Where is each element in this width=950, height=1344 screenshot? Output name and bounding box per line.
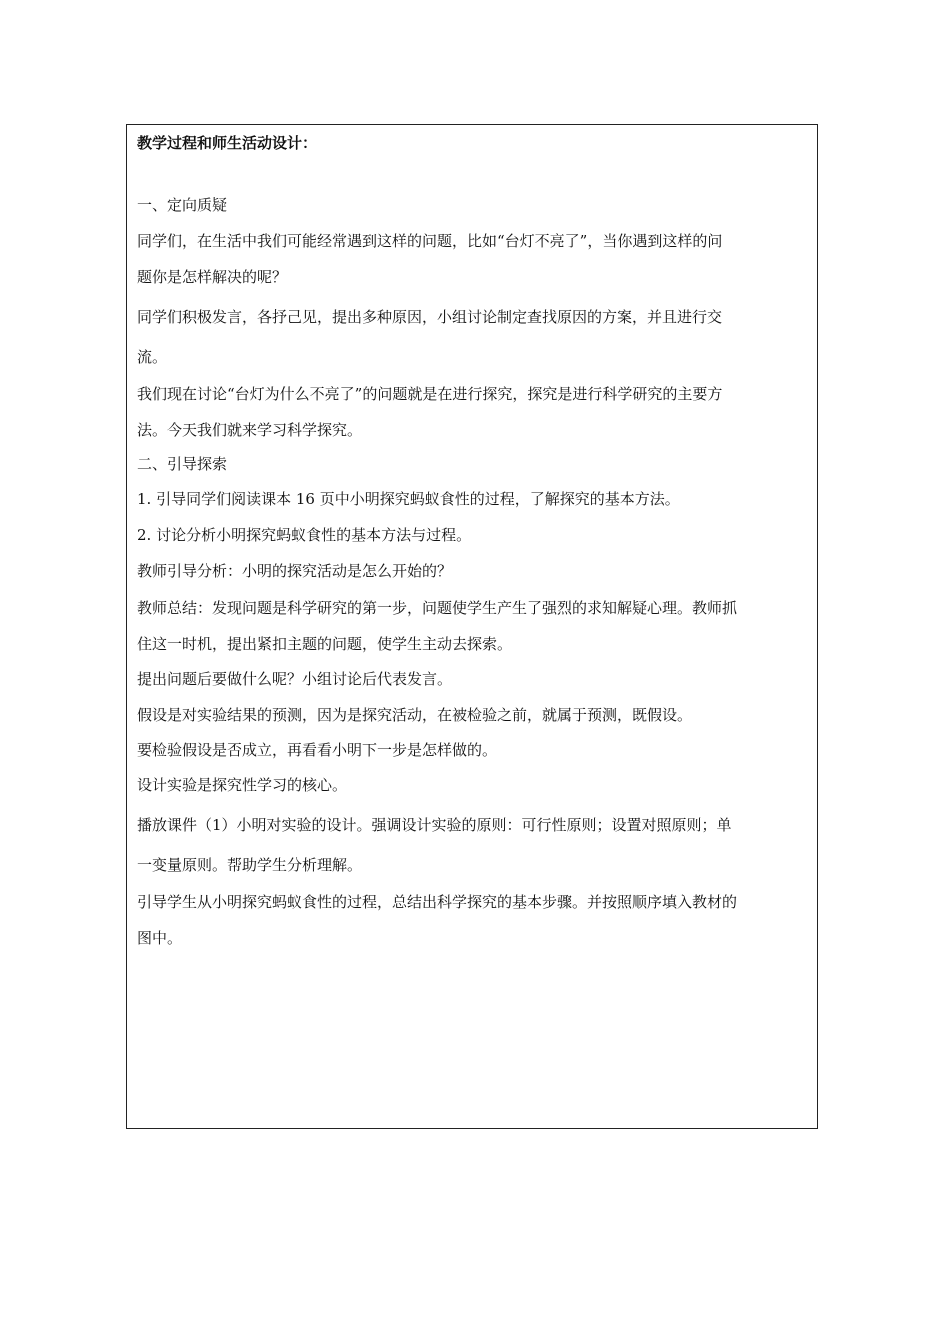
paragraph-line: 假设是对实验结果的预测，因为是探究活动，在被检验之前，就属于预测，既假设。 (137, 706, 693, 724)
paragraph-line: 一、定向质疑 (137, 196, 228, 214)
paragraph-line: 我们现在讨论“台灯为什么不亮了”的问题就是在进行探究，探究是进行科学研究的主要方 (137, 385, 723, 403)
paragraph-line: 提出问题后要做什么呢？小组讨论后代表发言。 (137, 670, 453, 688)
section-title: 教学过程和师生活动设计： (137, 134, 318, 152)
paragraph-line: 法。今天我们就来学习科学探究。 (137, 421, 363, 439)
paragraph-line: 流。 (137, 348, 168, 366)
paragraph-line: 要检验假设是否成立，再看看小明下一步是怎样做的。 (137, 741, 498, 759)
paragraph-line: 设计实验是探究性学习的核心。 (137, 776, 348, 794)
paragraph-line: 播放课件（1）小明对实验的设计。强调设计实验的原则：可行性原则；设置对照原则；单 (137, 816, 732, 834)
paragraph-line: 引导学生从小明探究蚂蚁食性的过程，总结出科学探究的基本步骤。并按照顺序填入教材的 (137, 893, 738, 911)
paragraph-line: 教师总结：发现问题是科学研究的第一步，问题使学生产生了强烈的求知解疑心理。教师抓 (137, 599, 738, 617)
paragraph-line: 同学们积极发言，各抒己见，提出多种原因，小组讨论制定查找原因的方案，并且进行交 (137, 308, 723, 326)
paragraph-line: 一变量原则。帮助学生分析理解。 (137, 856, 363, 874)
lesson-content (137, 187, 807, 955)
paragraph-line: 二、引导探索 (137, 455, 228, 473)
paragraph-line: 住这一时机，提出紧扣主题的问题，使学生主动去探索。 (137, 635, 513, 653)
paragraph-line: 同学们，在生活中我们可能经常遇到这样的问题，比如“台灯不亮了”，当你遇到这样的问 (137, 232, 723, 250)
blank-line (137, 157, 807, 187)
lesson-design-box (126, 124, 818, 1129)
paragraph-line: 2. 讨论分析小明探究蚂蚁食性的基本方法与过程。 (137, 526, 472, 544)
paragraph-line: 图中。 (137, 929, 183, 947)
paragraph-line: 题你是怎样解决的呢？ (137, 268, 288, 286)
paragraph-line: 教师引导分析：小明的探究活动是怎么开始的？ (137, 562, 453, 580)
paragraph-line: 1. 引导同学们阅读课本 16 页中小明探究蚂蚁食性的过程，了解探究的基本方法。 (137, 490, 680, 508)
